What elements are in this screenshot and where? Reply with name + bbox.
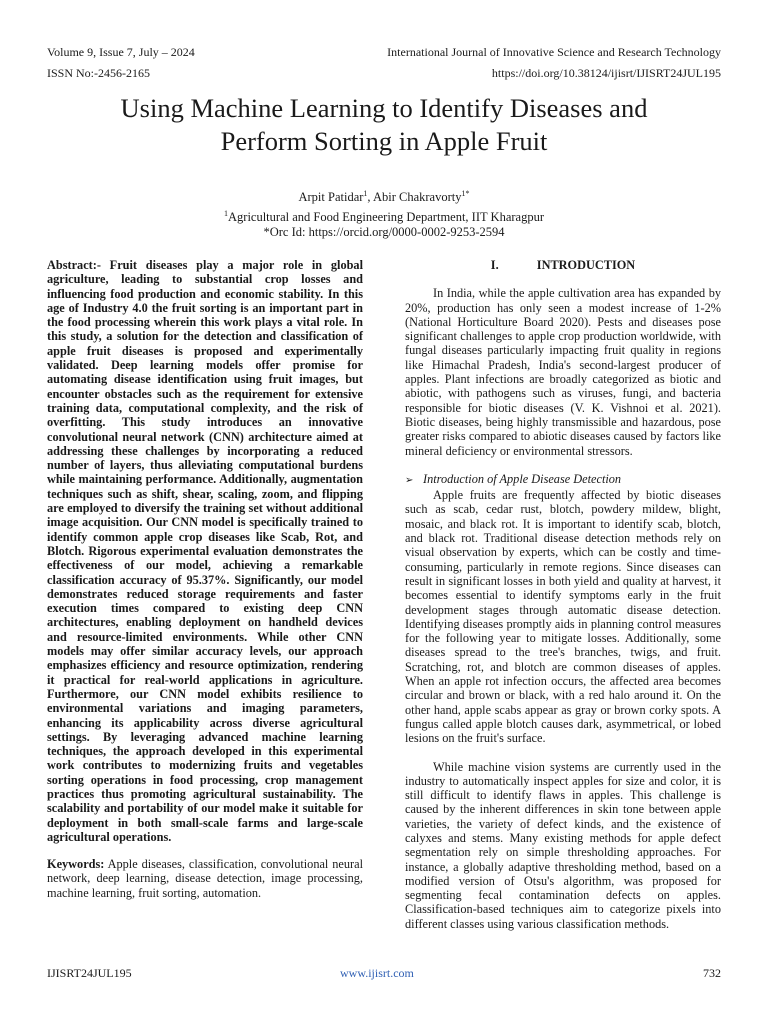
page-number: 732 <box>703 966 721 980</box>
section-number: I. <box>490 258 499 272</box>
intro-paragraph-3: While machine vision systems are currently used in the industry to automatically inspect apples for size and color, it is still difficult to identify flaws in apples. This challenge is caused by the inherent differences in skin tone between apple varieties, the variety of defect kinds, and the existence of calyxes and stems. Many existing methods for apple defect segmentation rely on simple thresholding approaches. For instance, a globally adaptive thresholding method, based on a modified version of Otsu's algorithm, was proposed for segmenting fecal contamination defects on apples. Classification-based techniques aim to categorize pixels into different classes using various classification methods. <box>405 759 721 931</box>
section-title: INTRODUCTION <box>536 258 636 272</box>
author-1-affiliation: 1 <box>363 189 368 198</box>
orcid[interactable]: *Orc Id: https://orcid.org/0000-0002-9253-2594 <box>263 225 505 240</box>
intro-paragraph-2: Apple fruits are frequently affected by biotic diseases such as scab, cedar rust, blotch, powdery mildew, blight, mosaic, and black rot. It is important to identify scab, blotch, and black rot. Traditional disease detection methods rely on visual observation by experts, which can be costly and time-consuming, particularly in remote regions. Since diseases can result in significant losses in both yield and quality at harvest, it becomes essential to identify symptoms early in the fruit development stages through automatic disease detection. Identifying diseases promptly aids in planning control measures for the following year to mitigate losses. Additionally, some diseases spread to the tree's branches, twigs, and fruit. Scratching, rot, and blotch are common diseases of apples. When an apple rot infection occurs, the affected area becomes circular and brown or black, with a red halo around it. On the other hand, apple scabs appear as gray or brown corky spots. A fungus called apple blotch causes dark, asymmetrical, or lobed lesions on the fruit's surface. <box>405 488 721 746</box>
footer-paper-id: IJISRT24JUL195 <box>47 966 132 980</box>
footer-website-link[interactable]: www.ijisrt.com <box>340 966 414 980</box>
subsection-heading <box>405 472 721 488</box>
journal-name: International Journal of Innovative Science and Research Technology <box>387 45 721 59</box>
right-column <box>405 258 721 931</box>
affiliation <box>40 206 728 226</box>
abstract: Abstract:- Fruit diseases play a major role in global agriculture, leading to substantial crop losses and influencing food production and economic stability. In this age of Industry 4.0 the fruit sorting is an important part in the food processing wherein this work plays a vital role. In this study, a solution for the detection and classification of apple fruit diseases is proposed and experimentally validated. Deep learning models offer promise for automating disease identification using fruit images, but encounter obstacles such as the requirement for extensive training data, computational complexity, and the risk of overfitting. This study introduces an innovative convolutional neural network (CNN) architecture aimed at addressing these challenges by incorporating a reduced number of layers, thus alleviating computational burdens while maintaining performance. Additionally, augmentation techniques such as shift, shear, scaling, zoom, and flipping are employed to diversify the training set without additional image acquisition. Our CNN model is specifically trained to identify common apple crop diseases like Scab, Rot, and Blotch. Rigorous experimental evaluation demonstrates the effectiveness of our model, achieving a remarkable classification accuracy of 95.37%. Significantly, our model demonstrates reduced storage requirements and faster execution times compared to existing deep CNN architectures, enabling deployment on handheld devices and resource-limited environments. While other CNN models may offer similar accuracy levels, our approach emphasizes efficiency and resource optimization, rendering it practical for real-world applications in agriculture. Furthermore, our CNN model exhibits resilience to environmental variations and imaging parameters, enhancing its applicability across diverse agricultural settings. By leveraging advanced machine learning techniques, the approach developed in this experimental work contributes to modernizing fruits and vegetables sorting operations in food processing, crop management practices thus promoting agricultural sustainability. The scalability and portability of our model make it suitable for deployment in both small-scale farms and large-scale agricultural operations. <box>47 258 363 844</box>
issn: ISSN No:-2456-2165 <box>47 66 151 80</box>
author-2-affiliation: 1* <box>461 189 470 198</box>
title-line-1: Using Machine Learning to Identify Diseases and <box>120 93 648 123</box>
keywords-label: Keywords: <box>47 857 105 872</box>
doi-link[interactable]: https://doi.org/10.38124/ijisrt/IJISRT24JUL195 <box>491 66 721 80</box>
arrow-bullet-icon: ➢ <box>405 474 414 486</box>
affiliation-marker: 1 <box>224 208 228 218</box>
author-names <box>40 186 728 206</box>
volume-info: Volume 9, Issue 7, July – 2024 <box>47 45 195 59</box>
subsection-title: Introduction of Apple Disease Detection <box>423 471 622 486</box>
authors-block <box>40 186 728 241</box>
keywords <box>47 857 363 900</box>
affiliation-text: Agricultural and Food Engineering Department, IIT Kharagpur <box>228 209 544 224</box>
title-line-2: Perform Sorting in Apple Fruit <box>220 126 548 156</box>
author-2: Abir Chakravorty <box>372 190 462 205</box>
paragraph-spacer <box>405 746 721 760</box>
keywords-text: Apple diseases, classification, convolutional neural network, deep learning, disease detection, image processing, machine learning, fruit sorting, automation. <box>47 857 363 900</box>
section-heading <box>405 258 721 272</box>
author-1: Arpit Patidar <box>298 190 364 205</box>
author-separator: , <box>367 190 373 205</box>
intro-paragraph-1: In India, while the apple cultivation area has expanded by 20%, production has only seen a modest increase of 1-2% (National Horticulture Board 2020). Pests and diseases pose significant challenges to apple crop production worldwide, with fungal diseases particularly impacting fruit quality in regions like Himachal Pradesh, India's second-largest producer of apples. Plant infections are broadly categorized as biotic and abiotic, with pathogens such as viruses, fungi, and bacteria responsible for biotic diseases (V. K. Vishnoi et al. 2021). Biotic diseases, being highly transmissible and hazardous, pose greater risks compared to abiotic diseases caused by factors like mineral deficiency or environmental stressors. <box>405 286 721 458</box>
paper-title <box>40 92 728 158</box>
left-column <box>47 258 363 900</box>
